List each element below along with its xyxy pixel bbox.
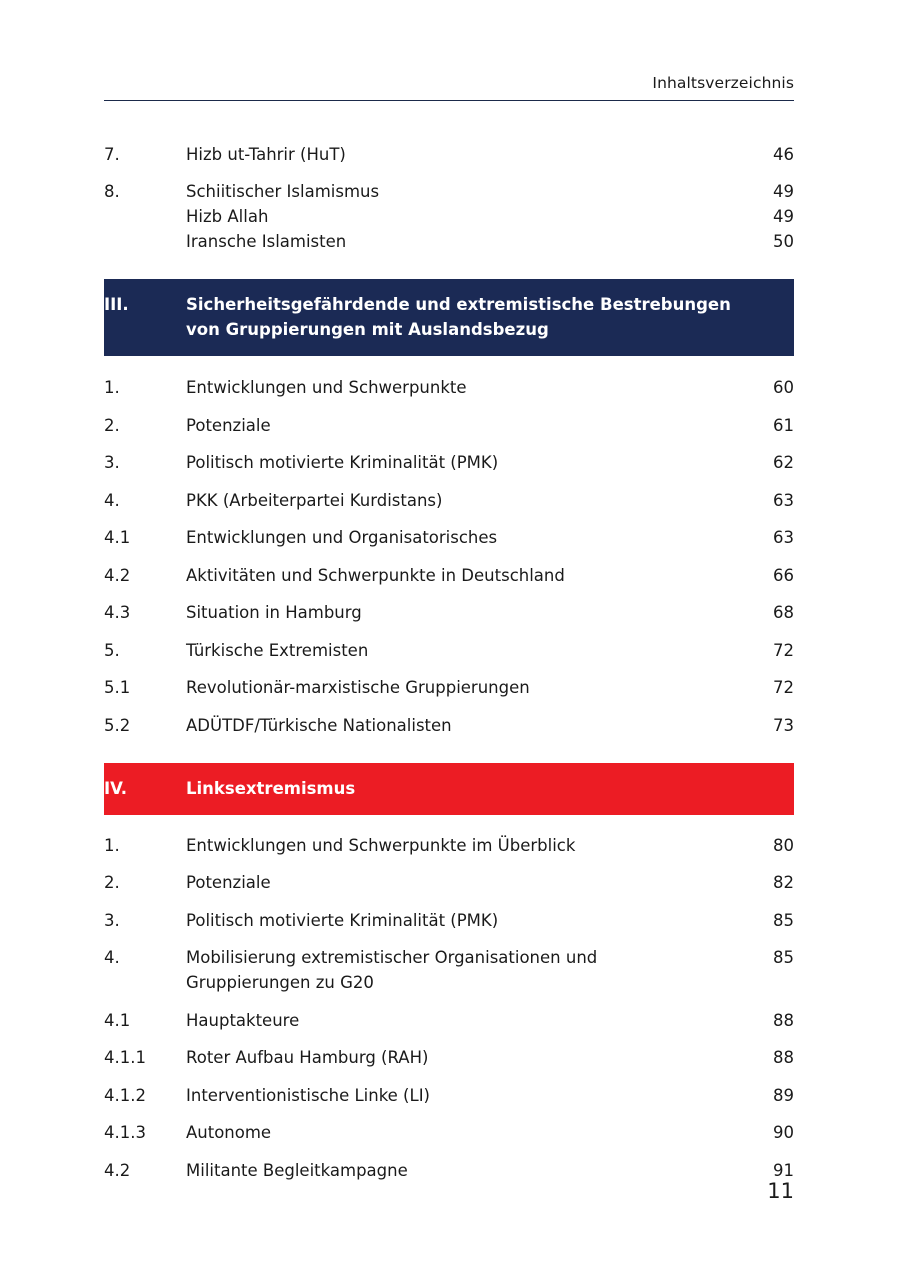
- toc-entry-page: 49: [773, 207, 794, 226]
- toc-entry-title: Revolutionär-marxistische Gruppierungen: [186, 678, 530, 697]
- toc-entry-title: Roter Aufbau Hamburg (RAH): [186, 1048, 429, 1067]
- toc-entry[interactable]: [104, 488, 794, 513]
- section-number: III.: [104, 295, 129, 314]
- toc-entry-title: Hauptakteure: [186, 1010, 300, 1030]
- toc-entry-number: 3.: [104, 453, 120, 472]
- toc-entry-page: 72: [773, 640, 794, 660]
- toc-entry[interactable]: [104, 142, 794, 167]
- toc-entry-title: PKK (Arbeiterpartei Kurdistans): [186, 490, 443, 510]
- toc-entry[interactable]: [104, 229, 794, 254]
- toc-entry[interactable]: [104, 713, 794, 738]
- toc-entry-number: 2.: [104, 873, 120, 892]
- toc-entry-page: 68: [773, 603, 794, 622]
- toc-entry-title: Entwicklungen und Organisatorisches: [186, 528, 498, 547]
- toc-entry[interactable]: [104, 413, 794, 438]
- toc-entry-title: Iransche Islamisten: [186, 232, 347, 251]
- toc-entry-title: Entwicklungen und Schwerpunkte im Überblick: [186, 835, 576, 855]
- toc-entry-number: 4.1: [104, 1010, 131, 1030]
- toc-entry-number: 4.: [104, 490, 120, 510]
- toc-entry[interactable]: [104, 638, 794, 663]
- page-number: 11: [767, 1179, 794, 1203]
- toc-entry-page: 85: [773, 910, 794, 930]
- toc-entry-title: Entwicklungen und Schwerpunkte: [186, 378, 467, 397]
- toc-entry-title: Militante Begleitkampagne: [186, 1160, 408, 1180]
- toc-entry[interactable]: [104, 375, 794, 400]
- toc-entry-title: ADÜTDF/Türkische Nationalisten: [186, 715, 452, 735]
- toc-entry-page: 80: [773, 835, 794, 855]
- header-divider: [104, 100, 794, 101]
- toc-entry-page: 73: [773, 715, 794, 735]
- toc-entry-number: 5.1: [104, 678, 131, 697]
- toc-entry-title: Autonome: [186, 1123, 272, 1142]
- toc-entry-number: 4.1.3: [104, 1123, 146, 1142]
- toc-entry[interactable]: [104, 179, 794, 204]
- toc-entry[interactable]: [104, 563, 794, 588]
- section-number: IV.: [104, 778, 128, 798]
- toc-group-iii: [104, 375, 794, 738]
- section-title-line-3: Auslandsbezug: [408, 320, 549, 339]
- toc-entry-page: 88: [773, 1010, 794, 1030]
- toc-entry-page: 63: [773, 528, 794, 547]
- toc-entry[interactable]: [104, 525, 794, 550]
- toc-entry[interactable]: [104, 870, 794, 895]
- toc-entry-title-line-2: Gruppierungen zu G20: [186, 973, 374, 992]
- section-title: [186, 292, 794, 342]
- toc-entry[interactable]: [104, 1120, 794, 1145]
- toc-entry-page: 89: [773, 1085, 794, 1105]
- section-title-line-2: Bestrebungen von Gruppierungen mit: [186, 295, 731, 339]
- toc-entry-number: 3.: [104, 910, 120, 930]
- toc-entry-number: 1.: [104, 835, 120, 855]
- toc-entry-number: 4.1: [104, 528, 131, 547]
- toc-entry-page: 90: [773, 1123, 794, 1142]
- toc-entry[interactable]: [104, 1008, 794, 1033]
- toc-entry[interactable]: [104, 450, 794, 475]
- toc-entry-page: 72: [773, 678, 794, 697]
- toc-entry-page: 49: [773, 182, 794, 201]
- toc-entry-page: 46: [773, 145, 794, 164]
- toc-entry-number: 7.: [104, 145, 120, 164]
- toc-entry-number: 2.: [104, 415, 120, 435]
- table-of-contents: [104, 142, 794, 1195]
- toc-entry[interactable]: [104, 1045, 794, 1070]
- toc-entry-title: Politisch motivierte Kriminalität (PMK): [186, 910, 499, 930]
- toc-entry-title: Interventionistische Linke (LI): [186, 1085, 430, 1105]
- toc-entry[interactable]: [104, 908, 794, 933]
- toc-entry[interactable]: [104, 945, 794, 995]
- toc-entry-title: [186, 945, 738, 995]
- toc-entry-title: Türkische Extremisten: [186, 640, 369, 660]
- toc-entry-number: 4.2: [104, 1160, 131, 1180]
- toc-entry-title: Hizb Allah: [186, 207, 269, 226]
- toc-entry[interactable]: [104, 833, 794, 858]
- toc-entry[interactable]: [104, 1158, 794, 1183]
- toc-entry-title: Politisch motivierte Kriminalität (PMK): [186, 453, 499, 472]
- toc-entry-title-line-1: Mobilisierung extremistischer Organisationen und: [186, 948, 598, 967]
- toc-group-top: [104, 142, 794, 254]
- toc-entry-page: 63: [773, 490, 794, 510]
- section-title: Linksextremismus: [186, 778, 356, 798]
- toc-entry-page: 66: [773, 565, 794, 585]
- toc-entry-title: Schiitischer Islamismus: [186, 182, 380, 201]
- toc-entry-title: Aktivitäten und Schwerpunkte in Deutschland: [186, 565, 565, 585]
- toc-entry-number: 4.1.2: [104, 1085, 146, 1105]
- toc-entry-page: 60: [773, 378, 794, 397]
- toc-entry-number: 5.: [104, 640, 120, 660]
- toc-entry[interactable]: [104, 600, 794, 625]
- toc-entry-number: 8.: [104, 182, 120, 201]
- toc-entry-page: 82: [773, 873, 794, 892]
- toc-entry-page: 85: [773, 948, 794, 967]
- toc-entry-number: 4.2: [104, 565, 131, 585]
- toc-entry-number: 1.: [104, 378, 120, 397]
- toc-entry-page: 50: [773, 232, 794, 251]
- toc-entry[interactable]: [104, 204, 794, 229]
- page-header: Inhaltsverzeichnis: [652, 74, 794, 92]
- toc-entry-page: 61: [773, 415, 794, 435]
- toc-entry-number: 4.: [104, 948, 120, 967]
- section-header-iv[interactable]: [104, 763, 794, 815]
- toc-entry[interactable]: [104, 1083, 794, 1108]
- toc-entry-title: Situation in Hamburg: [186, 603, 362, 622]
- toc-entry-page: 91: [773, 1160, 794, 1180]
- section-title-line-1: Sicherheitsgefährdende und extremistische: [186, 295, 595, 314]
- toc-entry-title: Potenziale: [186, 415, 271, 435]
- toc-entry-number: 4.1.1: [104, 1048, 146, 1067]
- toc-entry-title: Hizb ut-Tahrir (HuT): [186, 145, 346, 164]
- section-header-iii[interactable]: [104, 279, 794, 356]
- toc-entry-page: 62: [773, 453, 794, 472]
- toc-entry-number: 5.2: [104, 715, 131, 735]
- toc-entry-number: 4.3: [104, 603, 131, 622]
- toc-group-iv: [104, 833, 794, 1183]
- toc-entry-page: 88: [773, 1048, 794, 1067]
- toc-entry[interactable]: [104, 675, 794, 700]
- toc-entry-title: Potenziale: [186, 873, 271, 892]
